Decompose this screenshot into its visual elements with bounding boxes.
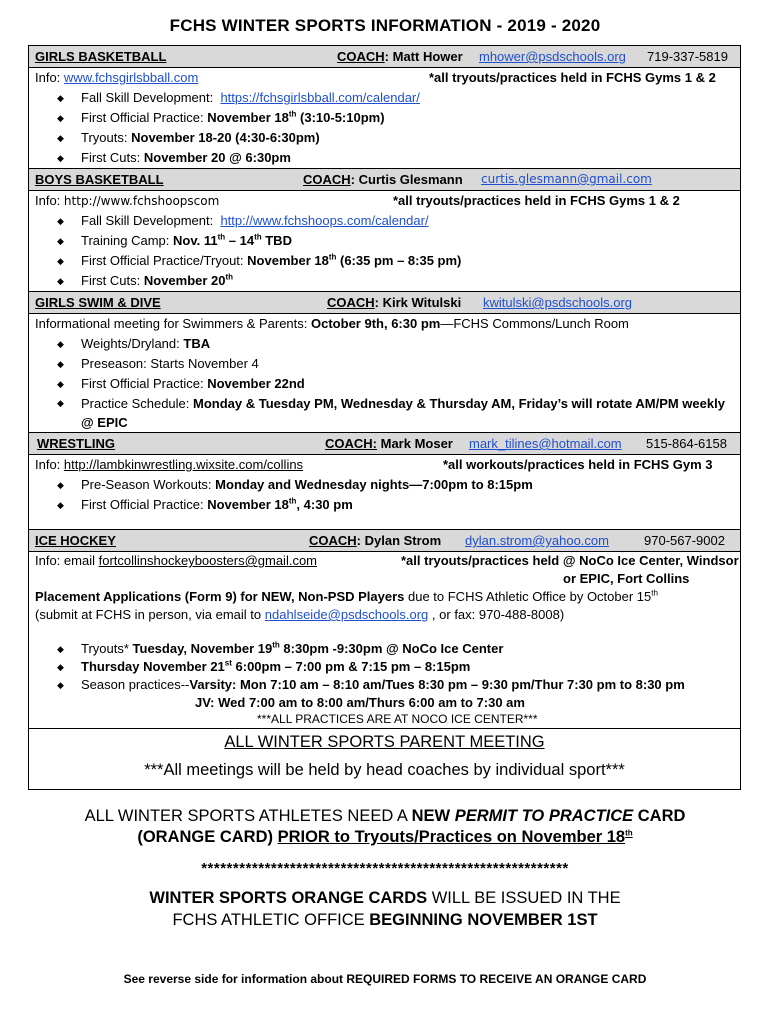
list-item: ◆ Fall Skill Development: https://fchsgirlsbball.com/calendar/ [29,88,740,108]
info-link[interactable]: http://lambkinwrestling.wixsite.com/collins [63,457,304,472]
sports-table [28,45,741,790]
sport-name: BOYS BASKETBALL [35,172,164,187]
permit-notice: ALL WINTER SPORTS ATHLETES NEED A NEW PERMIT TO PRACTICE CARD (ORANGE CARD) PRIOR to Tryouts/Practices on November 18th [84,807,686,846]
list-item: ◆ Thursday November 21st 6:00pm – 7:00 pm & 7:15 pm – 8:15pm [29,658,740,676]
placement-line: Placement Applications (Form 9) for NEW, Non-PSD Players due to FCHS Athletic Office by October 15th [35,588,658,604]
list-item: ◆ Preseason: Starts November 4 [29,354,740,374]
ice-hockey-section [29,530,740,729]
coach-phone: 719-337-5819 [647,49,728,64]
parent-meeting-section [29,729,740,789]
info-link[interactable]: www.fchsgirlsbball.com [63,70,199,85]
list-item: ◆ First Official Practice: November 18th (3:10-5:10pm) [29,108,740,128]
location-note: *all tryouts/practices held in FCHS Gyms 1 & 2 [429,70,716,85]
calendar-link[interactable]: http://www.fchshoops.com/calendar/ [220,213,429,228]
parent-meeting-note: ***All meetings will be held by head coaches by individual sport*** [144,761,625,779]
coach-email-link[interactable]: kwitulski@psdschools.org [483,295,633,310]
wrestling-section [29,433,740,530]
footer-note: See reverse side for information about REQUIRED FORMS TO RECEIVE AN ORANGE CARD [123,972,647,986]
list-item: ◆ First Official Practice: November 18th, 4:30 pm [29,495,740,515]
list-item: ◆ First Official Practice/Tryout: November 18th (6:35 pm – 8:35 pm) [29,251,740,271]
placement-line-2: (submit at FCHS in person, via email to ndahlseide@psdschools.org , or fax: 970-488-8008) [35,607,565,622]
all-practices-note: ***ALL PRACTICES ARE AT NOCO ICE CENTER*** [257,712,538,726]
section-header [29,169,740,190]
location-note: *all workouts/practices held in FCHS Gym 3 [443,457,713,472]
coach-email-link[interactable]: curtis.glesmann@gmail.com [481,172,652,186]
coach-email-link[interactable]: mhower@psdschools.org [479,49,626,64]
coach: COACH: Curtis Glesmann [303,172,463,187]
list-item: ◆ First Cuts: November 20th [29,271,740,291]
boys-basketball-section [29,169,740,292]
list-item: ◆ Season practices--Varsity: Mon 7:10 am – 8:10 am/Tues 8:30 pm – 9:30 pm/Thur 7:30 pm to 8:30 pm [29,676,740,694]
sport-name: GIRLS SWIM & DIVE [35,295,161,310]
section-header [29,433,740,454]
jv-schedule: JV: Wed 7:00 am to 8:00 am/Thurs 6:00 am to 7:30 am [195,695,525,710]
sport-name: ICE HOCKEY [35,533,116,548]
sport-name: GIRLS BASKETBALL [35,49,167,64]
info-line: Info: www.fchsgirlsbball.com *all tryouts/practices held in FCHS Gyms 1 & 2 [29,68,740,88]
list-item: ◆ Training Camp: Nov. 11th – 14th TBD [29,231,740,251]
list-item: ◆ First Cuts: November 20 @ 6:30pm [29,148,740,168]
section-header [29,46,740,67]
location-note: *all tryouts/practices held in FCHS Gyms 1 & 2 [393,193,680,208]
info-email-link[interactable]: fortcollinshockeyboosters@gmail.com [98,553,318,568]
coach: COACH: Mark Moser [325,436,453,451]
page-title: FCHS WINTER SPORTS INFORMATION - 2019 - 2020 [169,16,601,35]
location-note: *all tryouts/practices held @ NoCo Ice Center, Windsor [401,553,739,568]
section-header [29,530,740,551]
calendar-link[interactable]: https://fchsgirlsbball.com/calendar/ [220,90,420,105]
parent-meeting-title: ALL WINTER SPORTS PARENT MEETING [224,733,545,751]
list-item: ◆ Practice Schedule: Monday & Tuesday PM, Wednesday & Thursday AM, Friday’s will rotate AM/PM weekly @ EPIC [29,394,740,432]
girls-basketball-section [29,46,740,169]
stars-divider: ********************************************************** [201,860,569,877]
orange-card-notice: WINTER SPORTS ORANGE CARDS WILL BE ISSUED IN THE FCHS ATHLETIC OFFICE BEGINNING NOVEMBER 1ST [149,889,621,929]
info-line: Info: http://www.fchshoopscom *all tryouts/practices held in FCHS Gyms 1 & 2 [29,191,740,211]
list-item: ◆ Pre-Season Workouts: Monday and Wednesday nights—7:00pm to 8:15pm [29,475,740,495]
list-item: ◆ Fall Skill Development: http://www.fchshoops.com/calendar/ [29,211,740,231]
placement-email-link[interactable]: ndahlseide@psdschools.org [264,607,429,622]
coach-email-link[interactable]: mark_tilines@hotmail.com [469,436,622,451]
info-line: Info: email fortcollinshockeyboosters@gmail.com *all tryouts/practices held @ NoCo Ice Center, Windsor [35,553,739,568]
coach: COACH: Matt Hower [337,49,463,64]
location-note-2: or EPIC, Fort Collins [563,571,690,586]
girls-swim-dive-section [29,292,740,433]
list-item: ◆ Weights/Dryland: TBA [29,334,740,354]
coach: COACH: Kirk Witulski [327,295,462,310]
list-item: ◆ Tryouts* Tuesday, November 19th 8:30pm -9:30pm @ NoCo Ice Center [29,640,740,658]
coach-phone: 515-864-6158 [646,436,727,451]
coach: COACH: Dylan Strom [309,533,442,548]
list-item: ◆ First Official Practice: November 22nd [29,374,740,394]
list-item: ◆ Tryouts: November 18-20 (4:30-6:30pm) [29,128,740,148]
section-header [29,292,740,313]
coach-email-link[interactable]: dylan.strom@yahoo.com [465,533,609,548]
info-url: http://www.fchshoopscom [63,194,220,208]
coach-phone: 970-567-9002 [644,533,725,548]
sport-name: WRESTLING [37,436,115,451]
info-line: Info: http://lambkinwrestling.wixsite.com/collins *all workouts/practices held in FCHS Gym 3 [29,455,740,475]
info-line: Informational meeting for Swimmers & Parents: October 9th, 6:30 pm—FCHS Commons/Lunch Room [35,316,629,331]
